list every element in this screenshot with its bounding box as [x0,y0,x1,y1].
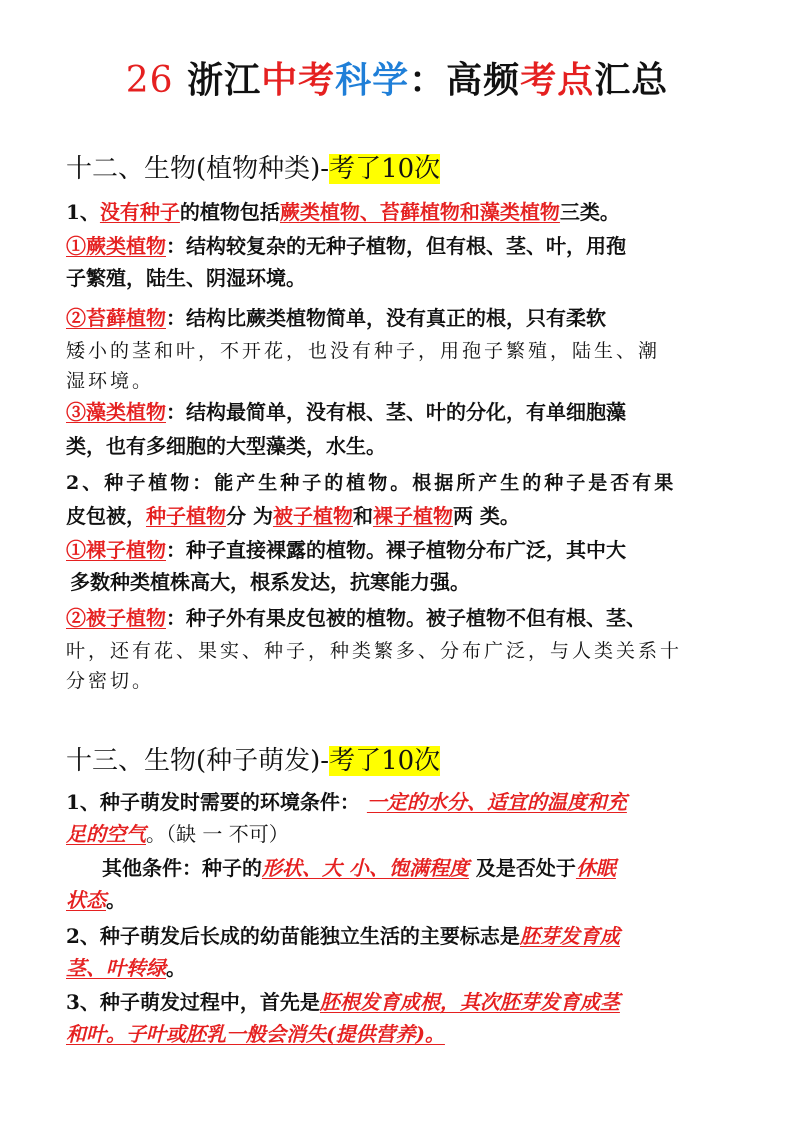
s12-line-9: 2、种子植物：能产生种子的植物。根据所产生的种子是否有果 [66,472,677,494]
s12-line-3: 子繁殖，陆生、阴湿环境。 [66,266,306,290]
s12-line-13 [66,606,646,630]
s13-dormant: 休眠 [575,856,616,880]
s12-l10-a: 皮包被， [66,504,146,528]
s12-line-6: 湿环境。 [66,370,155,392]
s12-l1-num: 1、 [66,200,100,224]
section-12-heading [66,148,440,185]
s13-line-7 [66,990,620,1014]
s13-process: 胚根发育成根，其次胚芽发育成茎 [319,990,620,1014]
s12-fern-label: ①蕨类植物 [66,234,166,258]
s12-l10-g: 两 类。 [452,504,520,528]
s12-algae-label: ③藻类植物 [66,400,166,424]
section-13-badge: 考了10次 [329,746,441,776]
s12-angio-label: ②被子植物 [66,606,166,630]
s13-line-6 [66,956,186,980]
s12-angiosperm: 被子植物 [272,504,353,528]
s13-conditions: 一定的水分、适宜的温度和充 [366,790,627,814]
title-year: 26 [125,60,174,101]
s13-line-2 [66,822,289,846]
s12-line-12: 多数种类植株高大，根系发达，抗寒能力强。 [70,570,470,594]
title-subject: 科学 [335,59,410,101]
s12-line-4 [66,306,606,330]
s12-l1-text: 的植物包括 [179,200,280,224]
s13-l4-end: 。 [106,888,126,912]
s13-l3-text: 其他条件：种子的 [102,856,262,880]
s12-algae-text: ：结构最简单，没有根、茎、叶的分化，有单细胞藻 [166,400,626,424]
s13-l5-text: 2、种子萌发后长成的幼苗能独立生活的主要标志是 [66,924,520,948]
section-13-title: 十三、生物(种子萌发)- [66,746,330,776]
s13-l2-note: 。（缺 一 不可） [146,822,289,846]
s13-cotyledon: 和叶。子叶或胚乳一般会消失(提供营养)。 [66,1022,445,1046]
title-points: 考点 [520,59,595,101]
s13-bud: 胚芽发育成 [519,924,620,948]
s12-seed-plant: 种子植物 [146,504,226,528]
s12-l1-end: 三类。 [559,200,620,224]
s12-line-8: 类，也有多细胞的大型藻类，水生。 [66,434,386,458]
s13-line-3 [102,856,616,880]
s13-green: 茎、叶转绿 [66,956,166,980]
section-12-title: 十二、生物(植物种类)- [66,154,330,184]
s12-moss-label: ②苔藓植物 [66,306,166,330]
title-summary: 汇总 [594,59,669,101]
s12-line-2 [66,234,626,258]
title-frequency: ：高频 [409,59,521,101]
s12-line-11 [66,538,626,562]
section-13-heading [66,740,440,777]
s12-gymno-label: ①裸子植物 [66,538,166,562]
s12-line-5: 矮小的茎和叶，不开花，也没有种子，用孢子繁殖，陆生、潮 [66,340,661,362]
s13-line-8 [66,1022,445,1046]
section-12-badge: 考了10次 [329,154,441,184]
s12-line-1 [66,200,620,224]
s12-l1-types: 蕨类植物、苔藓植物和藻类植物 [279,200,560,224]
s12-angio-text: ：种子外有果皮包被的植物。被子植物不但有根、茎、 [166,606,646,630]
s12-fern-text: ：结构较复杂的无种子植物，但有根、茎、叶，用孢 [166,234,626,258]
s13-air: 足的空气 [66,822,146,846]
s13-line-5 [66,924,620,948]
s13-l3-c: 及是否处于 [468,856,576,880]
s12-gymnosperm: 裸子植物 [372,504,453,528]
s13-line-1 [66,790,627,814]
title-exam: 中考 [261,59,336,101]
s12-l10-e: 和 [352,504,373,528]
s13-l1-text: 1、种子萌发时需要的环境条件： [66,790,360,814]
s12-gymno-text: ：种子直接裸露的植物。裸子植物分布广泛，其中大 [166,538,626,562]
title-region: 浙江 [173,59,262,101]
s12-line-15: 分密切。 [66,670,155,692]
s13-l7-text: 3、种子萌发过程中，首先是 [66,990,320,1014]
s12-moss-text: ：结构比蕨类植物简单，没有真正的根，只有柔软 [166,306,606,330]
s13-state: 状态 [66,888,106,912]
s12-l1-key: 没有种子 [99,200,180,224]
s12-line-7 [66,400,626,424]
s13-l6-end: 。 [166,956,186,980]
s12-l10-c: 分 为 [226,504,273,528]
s13-other-conditions: 形状、大 小、饱满程度 [262,856,469,880]
s13-line-4 [66,888,126,912]
s12-line-14: 叶，还有花、果实、种子，种类繁多、分布广泛，与人类关系十 [66,640,683,662]
s12-line-10 [66,504,520,528]
page-title [0,52,794,103]
